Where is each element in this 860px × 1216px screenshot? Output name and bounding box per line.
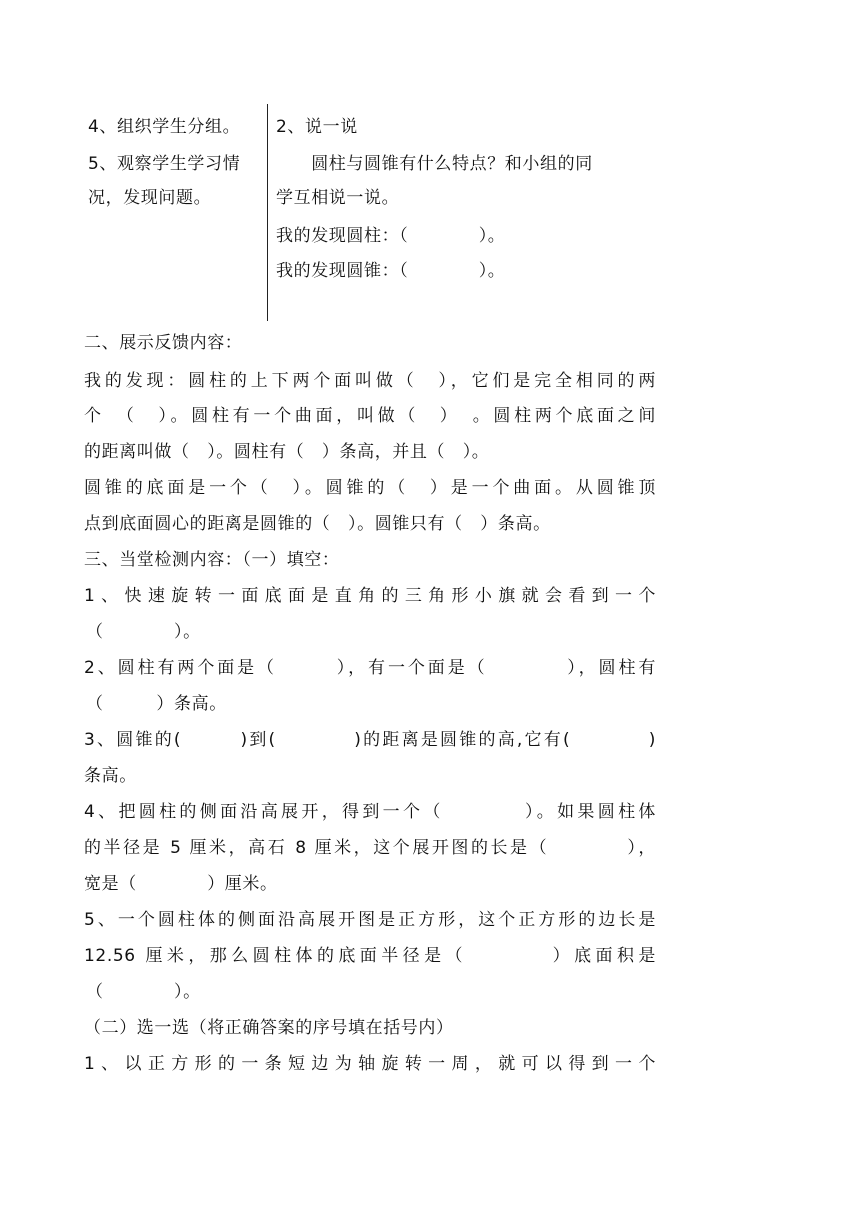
right-paragraph-line1: 圆柱与圆锥有什么特点？和小组的同 xyxy=(276,154,593,174)
question-line: 的半径是 5 厘米，高石 8 厘米，这个展开图的长是（ ）， xyxy=(84,838,656,858)
section2-title: 二、展示反馈内容： xyxy=(84,333,243,353)
question-line: 1、以正方形的一条短边为轴旋转一周，就可以得到一个 xyxy=(84,1054,656,1074)
cone-finding: 我的发现圆锥：（ ）。 xyxy=(276,261,506,281)
question-line: 3、圆锥的( )到( )的距离是圆锥的高,它有( ) xyxy=(84,730,656,750)
question-line: （ ）条高。 xyxy=(86,694,227,714)
section2-line: 的距离叫做（ ）。圆柱有（ ）条高，并且（ ）。 xyxy=(84,442,490,462)
question-line: 12.56 厘米，那么圆柱体的底面半径是（ ）底面积是 xyxy=(84,946,656,966)
question-line: 1、快速旋转一面底面是直角的三角形小旗就会看到一个 xyxy=(84,586,656,606)
left-item-5-line2: 况，发现问题。 xyxy=(88,188,212,208)
question-line: 条高。 xyxy=(84,766,137,786)
right-paragraph-line2: 学互相说一说。 xyxy=(276,188,400,208)
left-item-4: 4、组织学生分组。 xyxy=(88,117,241,137)
question-line: （ ）。 xyxy=(86,622,201,642)
section2-line: 圆锥的底面是一个（ ）。圆锥的（ ）是一个曲面。从圆锥顶 xyxy=(84,478,656,498)
section2-line: 个 （ ）。圆柱有一个曲面，叫做（ ） 。圆柱两个底面之间 xyxy=(84,406,656,426)
right-heading: 2、说一说 xyxy=(276,117,358,137)
column-divider xyxy=(267,104,268,321)
question-line: 5、一个圆柱体的侧面沿高展开图是正方形，这个正方形的边长是 xyxy=(84,910,656,930)
section2-line: 我的发现：圆柱的上下两个面叫做（ ），它们是完全相同的两 xyxy=(84,371,656,391)
cylinder-finding: 我的发现圆柱：（ ）。 xyxy=(276,226,506,246)
section3-title: 三、当堂检测内容：（一）填空： xyxy=(84,550,340,570)
question-line: （ ）。 xyxy=(86,982,201,1002)
section2-line: 点到底面圆心的距离是圆锥的（ ）。圆锥只有（ ）条高。 xyxy=(84,514,551,534)
section3-subtitle: （二）选一选（将正确答案的序号填在括号内） xyxy=(84,1018,454,1038)
left-item-5-line1: 5、观察学生学习情 xyxy=(88,154,241,174)
question-line: 宽是（ ）厘米。 xyxy=(84,874,278,894)
question-line: 2、圆柱有两个面是（ ），有一个面是（ ），圆柱有 xyxy=(84,658,656,678)
question-line: 4、把圆柱的侧面沿高展开，得到一个（ ）。如果圆柱体 xyxy=(84,802,656,822)
